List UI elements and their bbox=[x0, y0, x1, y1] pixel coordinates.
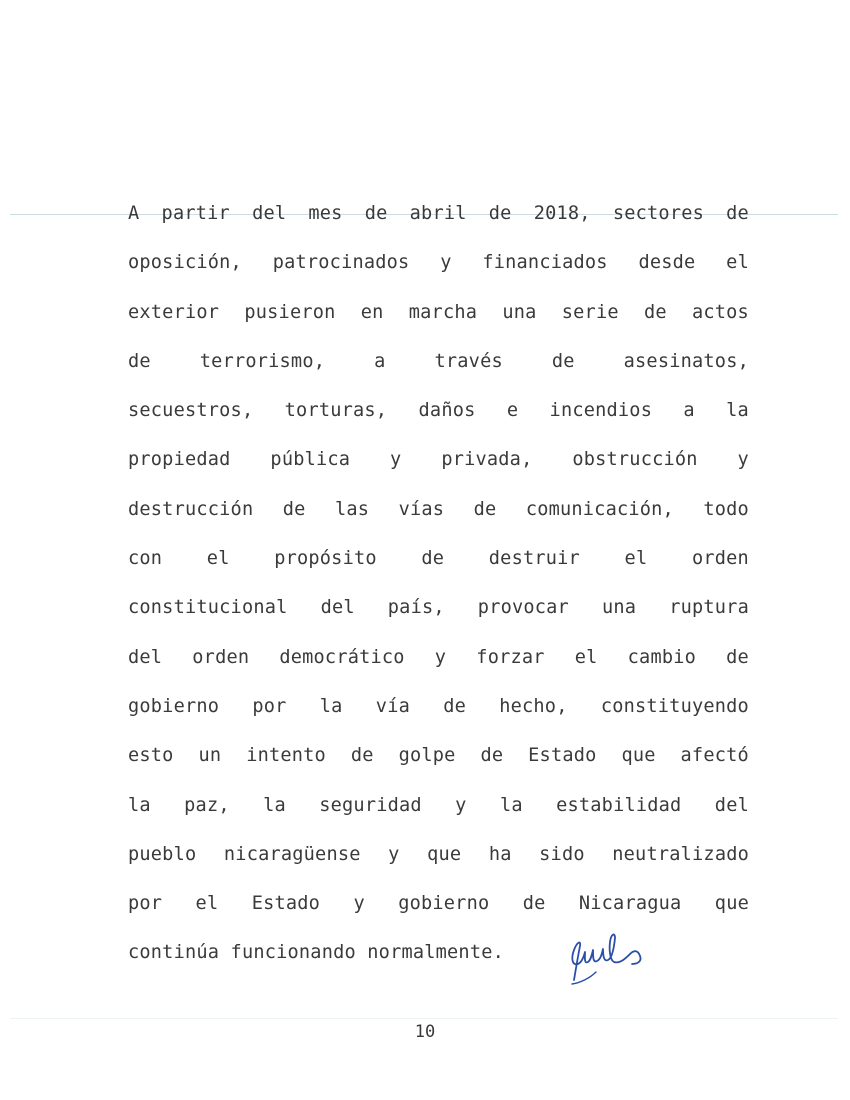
text-line bbox=[128, 295, 749, 344]
handwritten-signature bbox=[560, 928, 650, 988]
word: neutralizado bbox=[612, 843, 749, 865]
text-line bbox=[128, 492, 749, 541]
word: orden bbox=[192, 646, 250, 668]
body-paragraph bbox=[128, 196, 749, 985]
word: que bbox=[427, 843, 462, 865]
word: Estado bbox=[528, 745, 597, 767]
word: pública bbox=[270, 449, 351, 471]
word: y bbox=[434, 646, 447, 668]
text-line bbox=[128, 738, 749, 787]
word: actos bbox=[691, 301, 749, 323]
word: continúa funcionando normalmente. bbox=[128, 942, 505, 964]
word: todo bbox=[703, 498, 749, 520]
word: de bbox=[473, 498, 497, 520]
word: que bbox=[621, 745, 656, 767]
word: una bbox=[502, 301, 537, 323]
text-line bbox=[128, 245, 749, 294]
word: A bbox=[128, 203, 140, 224]
word: privada, bbox=[441, 449, 533, 471]
word: ha bbox=[488, 843, 512, 865]
word: obstrucción bbox=[572, 449, 698, 471]
word: del bbox=[714, 794, 749, 816]
word: de bbox=[364, 203, 388, 224]
word: de bbox=[350, 745, 374, 767]
word: constitucional bbox=[128, 597, 288, 619]
word: el bbox=[624, 548, 648, 570]
word: seguridad bbox=[319, 794, 422, 816]
word: la bbox=[319, 695, 343, 717]
word: la bbox=[726, 400, 749, 422]
word: asesinatos, bbox=[623, 350, 749, 372]
word: nicaragüense bbox=[223, 843, 361, 865]
word: provocar bbox=[477, 597, 569, 619]
word: de bbox=[726, 203, 749, 224]
word: forzar bbox=[476, 646, 545, 668]
word: el bbox=[726, 252, 749, 274]
word: del bbox=[252, 203, 287, 224]
word: gobierno bbox=[398, 893, 490, 915]
word: una bbox=[601, 597, 637, 619]
word: que bbox=[714, 893, 749, 915]
word: de bbox=[551, 350, 575, 372]
word: y bbox=[455, 794, 467, 816]
word: de bbox=[443, 695, 466, 717]
word: el bbox=[574, 646, 598, 668]
word: el bbox=[206, 548, 230, 570]
text-line bbox=[128, 886, 749, 935]
word: través bbox=[434, 350, 503, 372]
word: daños bbox=[418, 400, 476, 422]
word: y bbox=[353, 893, 365, 915]
word: partir bbox=[161, 203, 230, 224]
text-line bbox=[128, 590, 749, 639]
word: la bbox=[499, 794, 523, 816]
word: a bbox=[374, 350, 386, 372]
word: la bbox=[128, 794, 151, 816]
text-line bbox=[128, 788, 749, 837]
word: terrorismo, bbox=[199, 350, 326, 372]
word: 2018, bbox=[533, 203, 591, 224]
word: serie bbox=[561, 301, 619, 323]
word: desde bbox=[638, 252, 696, 274]
word: sectores bbox=[612, 203, 704, 224]
word: por bbox=[252, 695, 287, 717]
word: sido bbox=[539, 843, 585, 865]
word: paz, bbox=[184, 794, 230, 816]
word: destrucción bbox=[128, 498, 254, 520]
word: Nicaragua bbox=[578, 893, 682, 915]
word: patrocinados bbox=[272, 252, 410, 274]
word: y bbox=[388, 843, 400, 865]
word: y bbox=[440, 252, 452, 274]
text-line bbox=[128, 196, 749, 245]
word: de bbox=[282, 498, 306, 520]
word: torturas, bbox=[284, 400, 388, 422]
word: del bbox=[128, 646, 163, 668]
word: financiados bbox=[482, 252, 608, 274]
word: país, bbox=[387, 597, 445, 619]
text-line bbox=[128, 935, 749, 984]
text-line bbox=[128, 393, 749, 442]
word: cambio bbox=[627, 646, 697, 668]
word: de bbox=[480, 745, 504, 767]
word: de bbox=[726, 646, 749, 668]
word: propósito bbox=[274, 548, 377, 570]
word: la bbox=[263, 794, 286, 816]
word: e bbox=[506, 400, 519, 422]
word: golpe bbox=[398, 745, 456, 767]
word: constituyendo bbox=[600, 695, 749, 717]
word: marcha bbox=[408, 301, 478, 323]
word: gobierno bbox=[128, 695, 220, 717]
word: vía bbox=[375, 695, 410, 717]
text-line bbox=[128, 442, 749, 491]
word: de bbox=[421, 548, 445, 570]
word: a bbox=[683, 400, 695, 422]
word: intento bbox=[246, 745, 326, 767]
word: democrático bbox=[279, 646, 405, 668]
word: vías bbox=[398, 498, 445, 520]
word: el bbox=[195, 893, 219, 915]
text-line bbox=[128, 689, 749, 738]
word: de bbox=[643, 301, 667, 323]
word: por bbox=[128, 893, 163, 915]
word: y bbox=[390, 449, 402, 471]
text-line bbox=[128, 344, 749, 393]
word: secuestros, bbox=[128, 400, 254, 422]
word: de bbox=[128, 350, 151, 372]
word: orden bbox=[691, 548, 749, 570]
word: pusieron bbox=[244, 301, 336, 323]
word: un bbox=[198, 745, 222, 767]
word: afectó bbox=[680, 745, 749, 767]
word: estabilidad bbox=[556, 794, 682, 816]
word: con bbox=[128, 548, 163, 570]
text-line bbox=[128, 837, 749, 886]
word: exterior bbox=[128, 301, 220, 323]
word: mes bbox=[308, 203, 343, 224]
word: las bbox=[334, 498, 370, 520]
word: y bbox=[737, 449, 749, 471]
word: de bbox=[488, 203, 512, 224]
word: esto bbox=[128, 745, 174, 767]
text-line bbox=[128, 640, 749, 689]
page-number: 10 bbox=[414, 1022, 436, 1042]
word: del bbox=[320, 597, 355, 619]
word: ruptura bbox=[669, 597, 749, 619]
scan-guide-line bbox=[10, 1018, 838, 1019]
word: pueblo bbox=[128, 843, 197, 865]
word: de bbox=[522, 893, 546, 915]
word: propiedad bbox=[128, 449, 231, 471]
word: Estado bbox=[251, 893, 321, 915]
word: hecho, bbox=[499, 695, 568, 717]
word: comunicación, bbox=[525, 498, 674, 520]
word: incendios bbox=[549, 400, 653, 422]
word: destruir bbox=[488, 548, 580, 570]
word: en bbox=[360, 301, 384, 323]
word: abril bbox=[409, 203, 467, 224]
word: oposición, bbox=[128, 252, 242, 274]
text-line bbox=[128, 541, 749, 590]
